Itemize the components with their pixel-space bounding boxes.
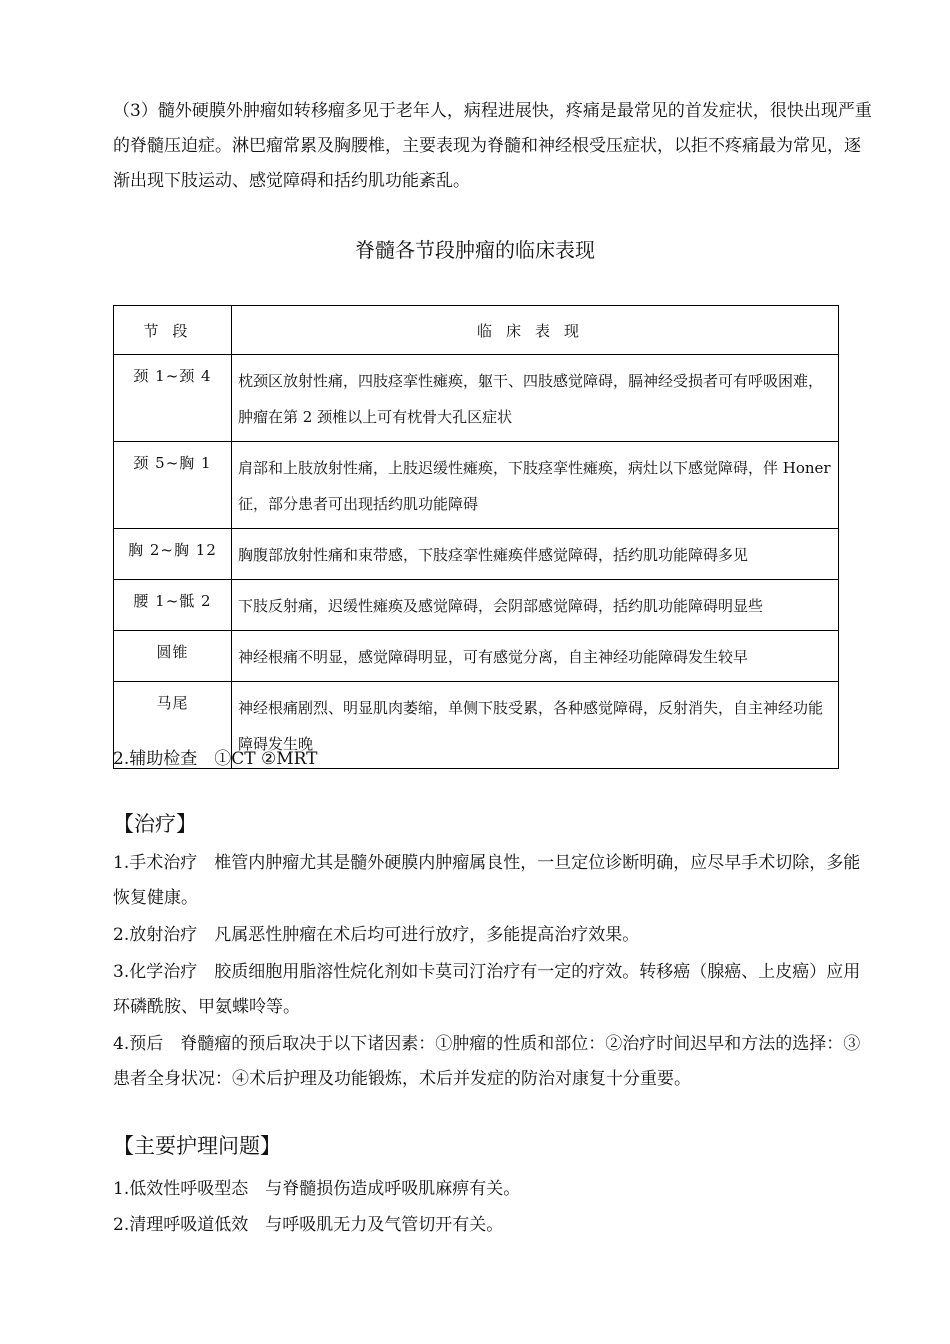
table-row bbox=[114, 631, 839, 682]
nursing-heading: 【主要护理问题】 bbox=[113, 1134, 281, 1158]
description-cell: 肩部和上肢放射性痛，上肢迟缓性瘫痪，下肢痉挛性瘫痪，病灶以下感觉障碍，伴 Honer 征，部分患者可出现括约肌功能障碍 bbox=[232, 442, 839, 529]
table-row bbox=[114, 442, 839, 529]
clinical-table bbox=[113, 305, 839, 769]
segment-cell: 腰 1~骶 2 bbox=[114, 580, 232, 631]
segment-cell: 马尾 bbox=[114, 682, 232, 769]
description-cell: 神经根痛不明显，感觉障碍明显，可有感觉分离，自主神经功能障碍发生较早 bbox=[232, 631, 839, 682]
nursing-item-2: 2.清理呼吸道低效 与呼吸肌无力及气管切开有关。 bbox=[113, 1215, 504, 1235]
description-cell: 胸腹部放射性痛和束带感，下肢痉挛性瘫痪伴感觉障碍，括约肌功能障碍多见 bbox=[232, 529, 839, 580]
nursing-item-1: 1.低效性呼吸型态 与脊髓损伤造成呼吸肌麻痹有关。 bbox=[113, 1179, 521, 1199]
treatment-heading: 【治疗】 bbox=[113, 812, 197, 836]
header-clinical: 临床表现 bbox=[232, 306, 839, 355]
table-row bbox=[114, 580, 839, 631]
header-segment: 节段 bbox=[114, 306, 232, 355]
segment-cell: 圆锥 bbox=[114, 631, 232, 682]
description-cell: 枕颈区放射性痛，四肢痉挛性瘫痪，躯干、四肢感觉障碍，膈神经受损者可有呼吸困难，肿瘤在第 2 颈椎以上可有枕骨大孔区症状 bbox=[232, 355, 839, 442]
treatment-item-2: 2.放射治疗 凡属恶性肿瘤在术后均可进行放疗，多能提高治疗效果。 bbox=[113, 925, 640, 945]
intro-paragraph: （3）髓外硬膜外肿瘤如转移瘤多见于老年人，病程进展快，疼痛是最常见的首发症状，很快出现严重的脊髓压迫症。淋巴瘤常累及胸腰椎，主要表现为脊髓和神经根受压症状，以拒不疼痛最为常见，逐渐出现下肢运动、感觉障碍和括约肌功能紊乱。 bbox=[113, 101, 872, 191]
treatment-item-4: 4.预后 脊髓瘤的预后取决于以下诸因素：①肿瘤的性质和部位：②治疗时间迟早和方法的选择：③患者全身状况：④术后护理及功能锻炼，术后并发症的防治对康复十分重要。 bbox=[113, 1034, 861, 1089]
table-row bbox=[114, 355, 839, 442]
table-header-row bbox=[114, 306, 839, 355]
treatment-item-1: 1.手术治疗 椎管内肿瘤尤其是髓外硬膜内肿瘤属良性，一旦定位诊断明确，应尽早手术切除，多能恢复健康。 bbox=[113, 853, 861, 908]
description-cell: 下肢反射痛，迟缓性瘫痪及感觉障碍，会阴部感觉障碍，括约肌功能障碍明显些 bbox=[232, 580, 839, 631]
treatment-item-3: 3.化学治疗 胶质细胞用脂溶性烷化剂如卡莫司汀治疗有一定的疗效。转移癌（腺癌、上皮癌）应用环磷酰胺、甲氨蝶呤等。 bbox=[113, 962, 861, 1017]
table-row bbox=[114, 529, 839, 580]
description-cell: 神经根痛剧烈、明显肌肉萎缩，单侧下肢受累，各种感觉障碍，反射消失，自主神经功能障碍发生晚 bbox=[232, 682, 839, 769]
segment-cell: 胸 2~胸 12 bbox=[114, 529, 232, 580]
aux-exam-line: 2.辅助检查 ①CT ②MRT bbox=[113, 749, 318, 769]
segment-cell: 颈 5~胸 1 bbox=[114, 442, 232, 529]
table-caption: 脊髓各节段肿瘤的临床表现 bbox=[355, 238, 595, 262]
segment-cell: 颈 1~颈 4 bbox=[114, 355, 232, 442]
